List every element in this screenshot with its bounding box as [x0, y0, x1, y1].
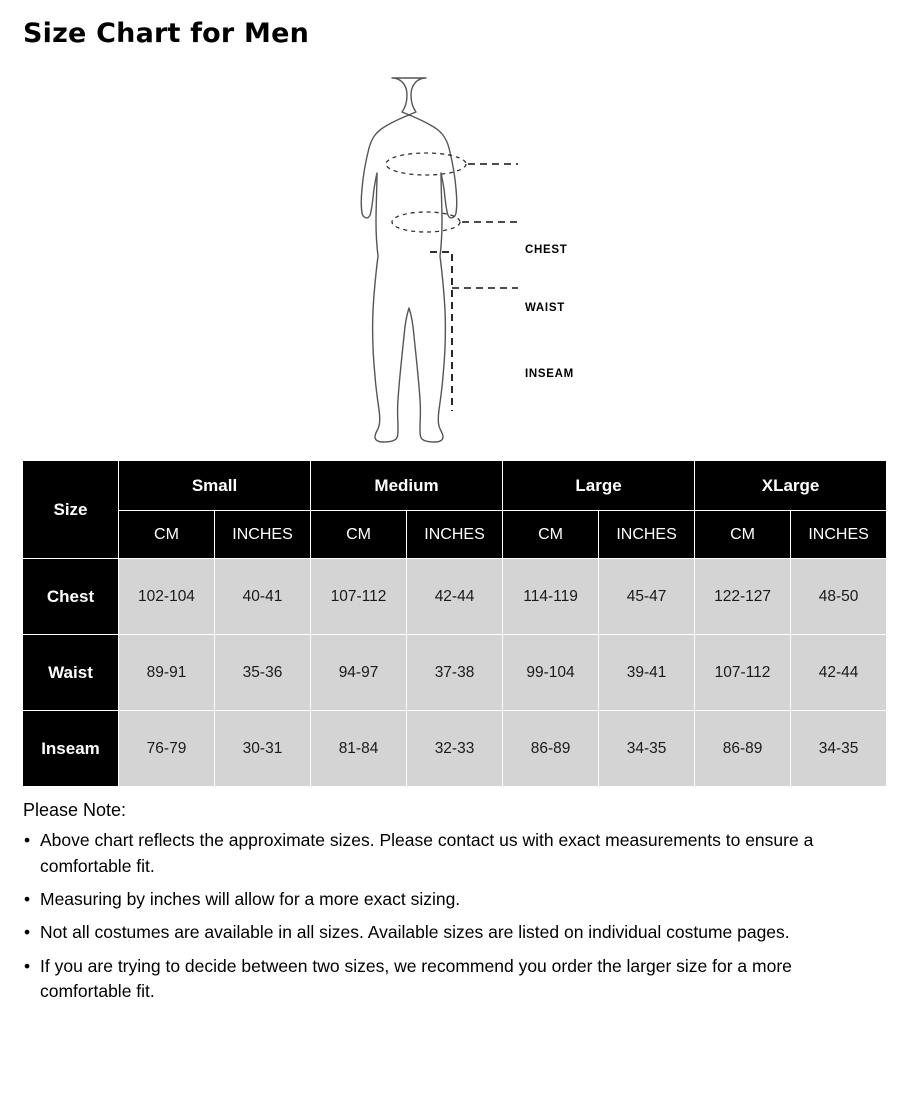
note-text: If you are trying to decide between two sizes, we recommend you order the larger size for a more comfortable fit.	[40, 955, 792, 1002]
chest-label: CHEST	[525, 244, 568, 257]
header-large-inches: INCHES	[599, 511, 695, 559]
cell-chest-large-inches: 45-47	[599, 559, 695, 635]
row-label-chest: Chest	[23, 559, 119, 635]
header-size-medium: Medium	[311, 461, 503, 511]
cell-inseam-large-cm: 86-89	[503, 711, 599, 787]
cell-inseam-medium-inches: 32-33	[407, 711, 503, 787]
table-header-sizes	[23, 461, 887, 511]
cell-inseam-xlarge-inches: 34-35	[791, 711, 887, 787]
header-size-small: Small	[119, 461, 311, 511]
note-text: Not all costumes are available in all sizes. Available sizes are listed on individual costume pages.	[40, 922, 790, 943]
body-measurement-diagram	[22, 56, 883, 456]
cell-waist-xlarge-inches: 42-44	[791, 635, 887, 711]
cell-waist-xlarge-cm: 107-112	[695, 635, 791, 711]
header-size-large: Large	[503, 461, 695, 511]
cell-waist-small-cm: 89-91	[119, 635, 215, 711]
cell-inseam-small-cm: 76-79	[119, 711, 215, 787]
inseam-measure-line	[430, 252, 452, 411]
header-small-inches: INCHES	[215, 511, 311, 559]
table-row	[23, 711, 887, 787]
cell-chest-small-cm: 102-104	[119, 559, 215, 635]
cell-chest-medium-inches: 42-44	[407, 559, 503, 635]
bullet-icon: •	[24, 955, 31, 976]
row-label-inseam: Inseam	[23, 711, 119, 787]
cell-inseam-large-inches: 34-35	[599, 711, 695, 787]
bullet-icon: •	[24, 830, 31, 851]
row-label-waist: Waist	[23, 635, 119, 711]
table-row	[23, 559, 887, 635]
cell-waist-small-inches: 35-36	[215, 635, 311, 711]
cell-waist-medium-inches: 37-38	[407, 635, 503, 711]
page-title: Size Chart for Men	[23, 18, 310, 49]
list-item	[22, 920, 883, 945]
header-size-xlarge: XLarge	[695, 461, 887, 511]
notes-section	[22, 801, 883, 1004]
cell-waist-large-cm: 99-104	[503, 635, 599, 711]
header-medium-cm: CM	[311, 511, 407, 559]
header-xlarge-cm: CM	[695, 511, 791, 559]
cell-chest-xlarge-cm: 122-127	[695, 559, 791, 635]
bullet-icon: •	[24, 922, 31, 943]
table-row	[23, 635, 887, 711]
cell-inseam-xlarge-cm: 86-89	[695, 711, 791, 787]
header-medium-inches: INCHES	[407, 511, 503, 559]
list-item	[22, 954, 883, 1005]
header-large-cm: CM	[503, 511, 599, 559]
size-chart-table	[22, 460, 887, 787]
header-small-cm: CM	[119, 511, 215, 559]
list-item	[22, 887, 883, 912]
cell-inseam-small-inches: 30-31	[215, 711, 311, 787]
cell-waist-medium-cm: 94-97	[311, 635, 407, 711]
notes-list	[22, 828, 883, 1004]
cell-chest-xlarge-inches: 48-50	[791, 559, 887, 635]
notes-heading: Please Note:	[23, 800, 127, 821]
table-header-units	[23, 511, 887, 559]
cell-waist-large-inches: 39-41	[599, 635, 695, 711]
male-body-outline-icon	[322, 56, 642, 456]
header-size-corner: Size	[23, 461, 119, 559]
cell-inseam-medium-cm: 81-84	[311, 711, 407, 787]
note-text: Above chart reflects the approximate sizes. Please contact us with exact measurements to ensure a comfortable fit.	[40, 830, 814, 876]
inseam-label: INSEAM	[525, 368, 574, 381]
waist-label: WAIST	[525, 302, 565, 315]
bullet-icon: •	[24, 888, 31, 909]
size-chart-page	[0, 18, 905, 1098]
header-xlarge-inches: INCHES	[791, 511, 887, 559]
cell-chest-small-inches: 40-41	[215, 559, 311, 635]
cell-chest-large-cm: 114-119	[503, 559, 599, 635]
waist-measure-ellipse	[392, 212, 460, 232]
note-text: Measuring by inches will allow for a more exact sizing.	[40, 888, 461, 909]
list-item	[22, 828, 883, 879]
cell-chest-medium-cm: 107-112	[311, 559, 407, 635]
